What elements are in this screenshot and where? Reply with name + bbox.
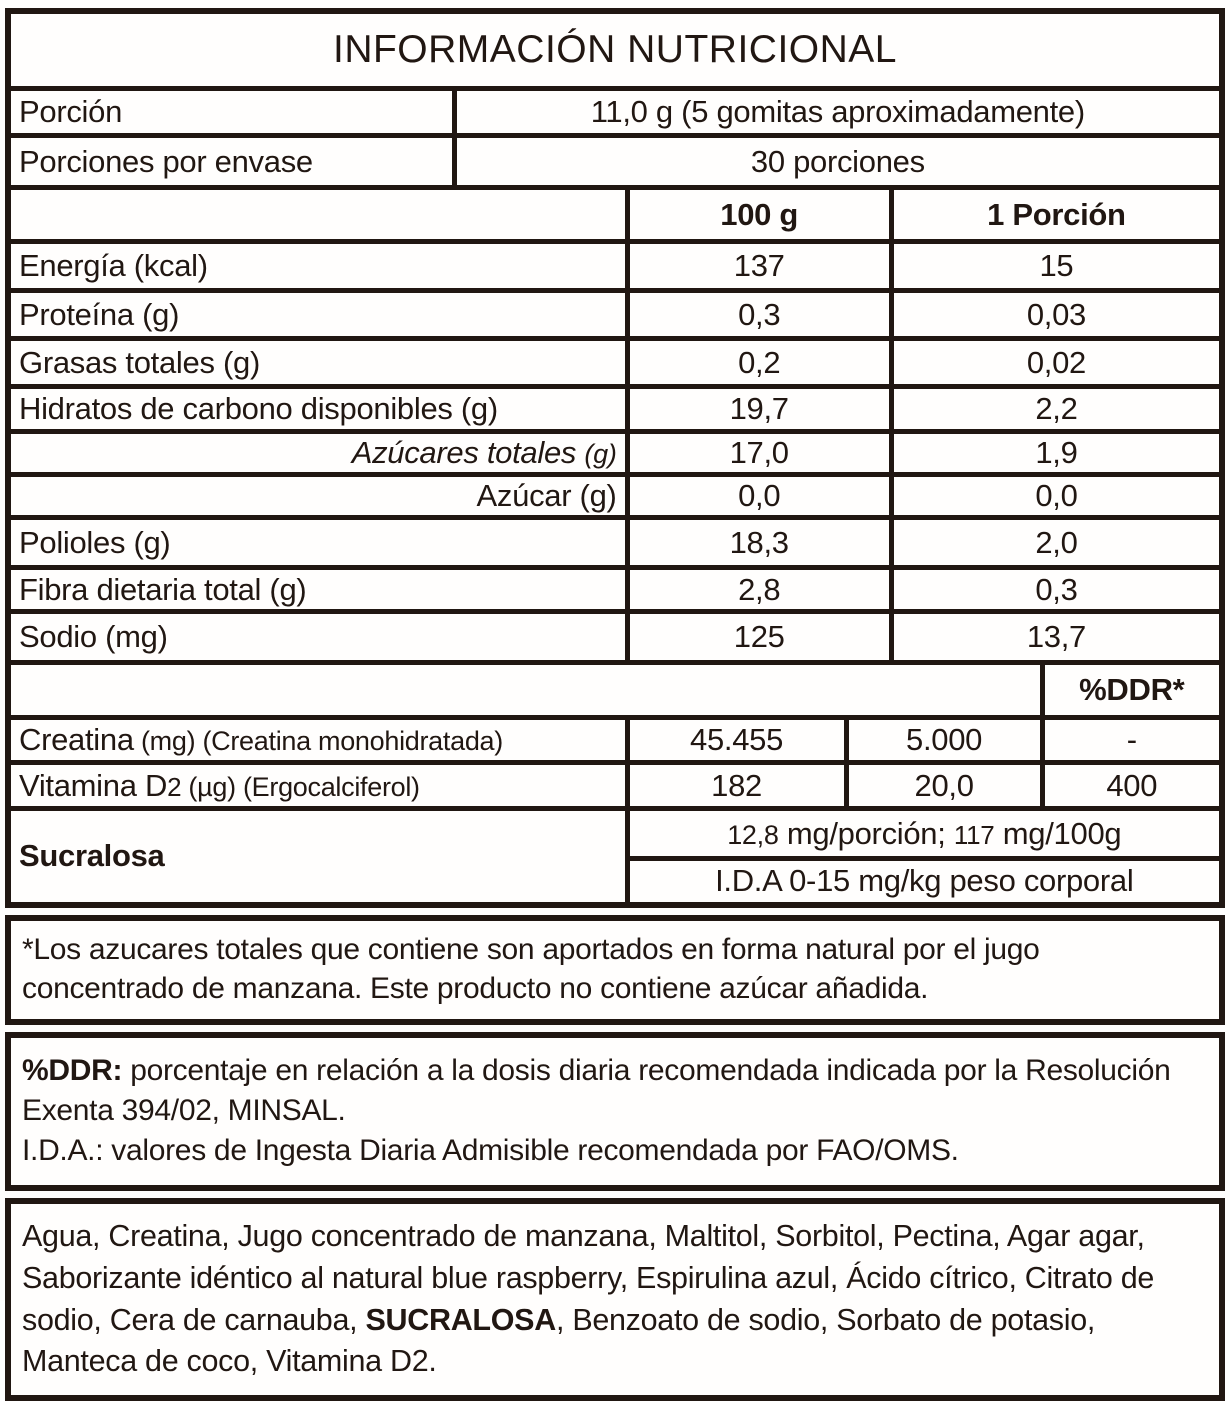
ddr-footnote-rest: porcentaje en relación a la dosis diaria recomendada indicada por la Resolución Exenta 394/02, MINSAL. xyxy=(22,1054,1171,1128)
column-header-100g: 100 g xyxy=(627,188,891,242)
nutrient-per-serving: 13,7 xyxy=(891,612,1222,663)
column-header-ddr: %DDR* xyxy=(1042,663,1222,718)
servings-per-pack-row xyxy=(8,136,1222,188)
ingredients-box xyxy=(5,1198,1225,1401)
ddr-header-row xyxy=(8,663,1222,718)
nutrient-label: Proteína (g) xyxy=(8,291,627,339)
nutrient-label: Sodio (mg) xyxy=(8,612,627,663)
row-sucralosa-amounts xyxy=(8,809,1222,859)
column-header-row xyxy=(8,188,1222,242)
row-azucares-totales xyxy=(8,432,1222,475)
nutrient-label: Polioles (g) xyxy=(8,518,627,568)
ddr-footnote-bold: %DDR: xyxy=(22,1054,123,1088)
nutrient-per100g: 125 xyxy=(627,612,891,663)
serving-label: Porción xyxy=(8,89,454,136)
supplement-per100g: 182 xyxy=(627,763,846,809)
supplement-label xyxy=(8,718,627,763)
nutrient-per100g: 0,2 xyxy=(627,339,891,387)
servings-per-pack-label: Porciones por envase xyxy=(8,136,454,188)
nutrient-label: Energía (kcal) xyxy=(8,242,627,291)
row-proteina xyxy=(8,291,1222,339)
empty-cell xyxy=(8,188,627,242)
servings-per-pack-value: 30 porciones xyxy=(454,136,1222,188)
sucralosa-mg-per-100g: 117 xyxy=(953,819,995,850)
sugar-footnote-box xyxy=(5,915,1225,1026)
nutrient-per-serving: 0,3 xyxy=(891,568,1222,612)
supplement-per-serving: 5.000 xyxy=(846,718,1042,763)
ida-footnote-text: I.D.A.: valores de Ingesta Diaria Admisible recomendada por FAO/OMS. xyxy=(22,1134,959,1168)
sucralosa-unit-100g: mg/100g xyxy=(1002,815,1122,851)
nutrient-per100g: 19,7 xyxy=(627,387,891,432)
supplement-name: Vitamina D xyxy=(19,767,168,803)
nutrient-per-serving: 2,0 xyxy=(891,518,1222,568)
nutrient-per100g: 0,0 xyxy=(627,475,891,518)
nutrient-per100g: 137 xyxy=(627,242,891,291)
ingredients-part1: Agua, Creatina, Jugo concentrado de manzana, Maltitol, Sorbitol, Pectina, Agar agar, Saborizante idéntico al natural blue raspberry, Espirulina azul, Ácido cítrico, Citrato de sodio, Cera de carnauba, xyxy=(22,1218,1155,1337)
supplement-detail: (mg) (Creatina monohidratada) xyxy=(133,726,503,756)
row-sodio xyxy=(8,612,1222,663)
sucralosa-label: Sucralosa xyxy=(8,809,627,905)
sucralosa-unit-serving: mg/porción; xyxy=(786,815,946,851)
row-energia xyxy=(8,242,1222,291)
nutrient-per-serving: 0,03 xyxy=(891,291,1222,339)
nutrient-per-serving: 0,02 xyxy=(891,339,1222,387)
supplement-per100g: 45.455 xyxy=(627,718,846,763)
column-header-1porcion: 1 Porción xyxy=(891,188,1222,242)
nutrient-per100g: 2,8 xyxy=(627,568,891,612)
nutrient-per-serving: 1,9 xyxy=(891,432,1222,475)
supplement-per-serving: 20,0 xyxy=(846,763,1042,809)
row-grasas-totales xyxy=(8,339,1222,387)
supplement-ddr: 400 xyxy=(1042,763,1222,809)
row-hidratos xyxy=(8,387,1222,432)
ingredients-sucralosa: SUCRALOSA xyxy=(365,1302,556,1337)
nutrient-label: Azúcar (g) xyxy=(8,475,627,518)
nutrient-unit: (g) xyxy=(584,439,617,469)
supplement-label xyxy=(8,763,627,809)
nutrient-per-serving: 15 xyxy=(891,242,1222,291)
nutrient-per100g: 17,0 xyxy=(627,432,891,475)
nutrient-label-text: Azúcares totales xyxy=(351,435,577,470)
nutrition-table xyxy=(5,8,1225,908)
row-creatina xyxy=(8,718,1222,763)
nutrient-label xyxy=(8,432,627,475)
supplement-ddr: - xyxy=(1042,718,1222,763)
ddr-footnote-text xyxy=(22,1051,1208,1131)
nutrient-per100g: 0,3 xyxy=(627,291,891,339)
sucralosa-mg-per-serving: 12,8 xyxy=(727,819,779,850)
sugar-footnote-text: *Los azucares totales que contiene son aportados en forma natural por el jugo concentrado de manzana. Este producto no contiene azúcar añadida. xyxy=(22,932,1040,1006)
row-azucar xyxy=(8,475,1222,518)
supplement-name: Creatina xyxy=(19,722,134,757)
title-row xyxy=(8,11,1222,89)
ddr-footnote-box xyxy=(5,1032,1225,1191)
serving-value: 11,0 g (5 gomitas aproximadamente) xyxy=(454,89,1222,136)
row-vitamina-d2 xyxy=(8,763,1222,809)
sucralosa-amounts xyxy=(627,809,1222,859)
ingredients-part2: , Benzoato de sodio, Sorbato de potasio, Manteca de coco, Vitamina D2. xyxy=(22,1302,1096,1379)
supplement-detail: (µg) (Ergocalciferol) xyxy=(181,771,420,802)
nutrient-label: Grasas totales (g) xyxy=(8,339,627,387)
row-polioles xyxy=(8,518,1222,568)
nutrient-per-serving: 2,2 xyxy=(891,387,1222,432)
row-fibra xyxy=(8,568,1222,612)
nutrient-per-serving: 0,0 xyxy=(891,475,1222,518)
nutrient-label: Fibra dietaria total (g) xyxy=(8,568,627,612)
serving-row xyxy=(8,89,1222,136)
page-title: INFORMACIÓN NUTRICIONAL xyxy=(8,11,1222,89)
nutrient-per100g: 18,3 xyxy=(627,518,891,568)
empty-cell xyxy=(8,663,1042,718)
supplement-name-sub: 2 xyxy=(167,771,182,802)
nutrient-label: Hidratos de carbono disponibles (g) xyxy=(8,387,627,432)
sucralosa-ida: I.D.A 0-15 mg/kg peso corporal xyxy=(627,859,1222,905)
